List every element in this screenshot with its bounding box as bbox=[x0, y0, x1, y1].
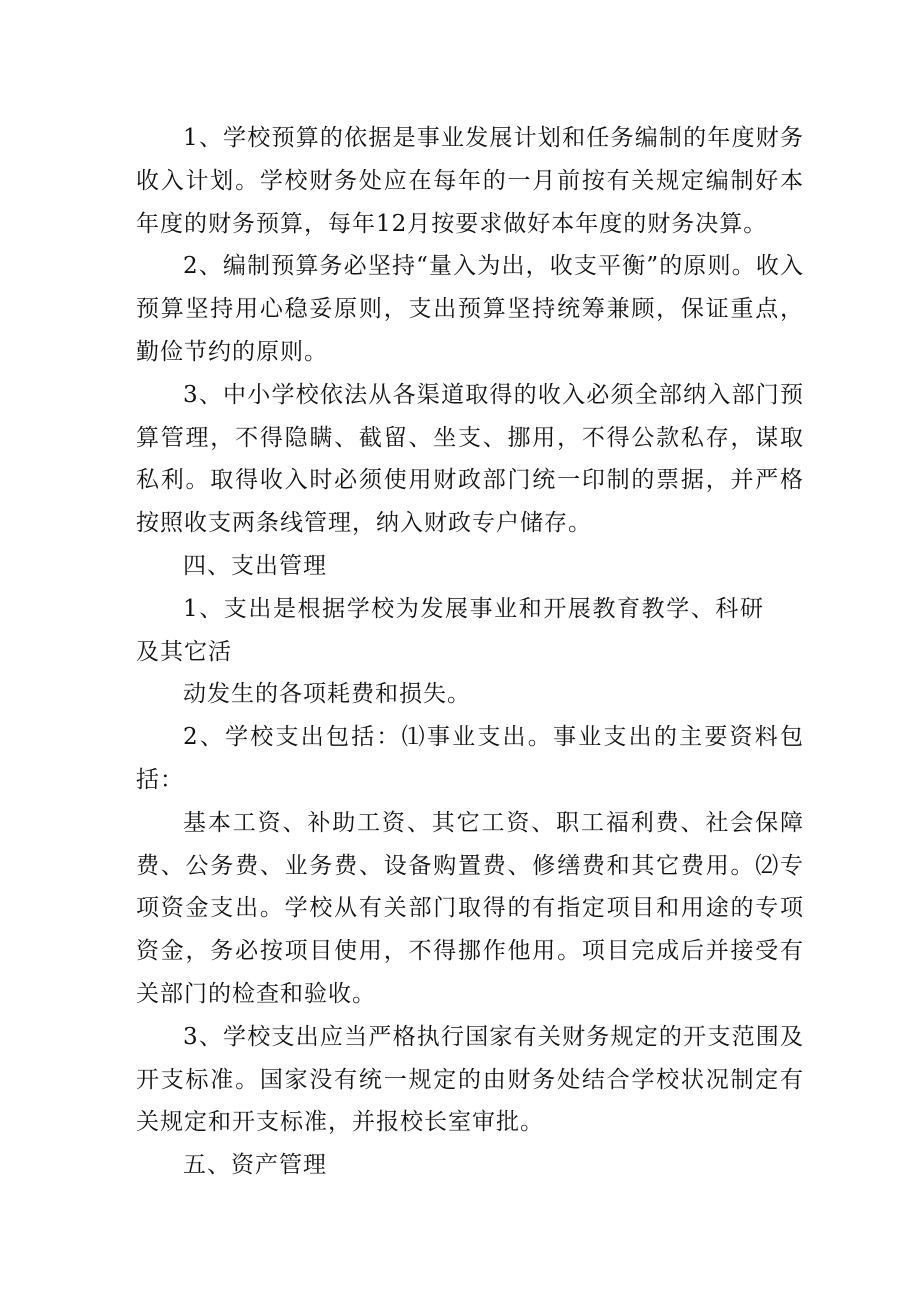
section-heading-expenditure: 四、支出管理 bbox=[183, 552, 327, 579]
paragraph-expenditure-definition: 1、支出是根据学校为发展事业和开展教育教学、科研及其它活 bbox=[136, 595, 764, 665]
paragraph-expenditure-scope: 2、学校支出包括：⑴事业支出。事业支出的主要资料包括： bbox=[136, 724, 804, 793]
paragraph-budget-principle: 2、编制预算务必坚持“量入为出，收支平衡”的原则。收入预算坚持用心稳妥原则，支出预算坚持统筹兼顾，保证重点，勤俭节约的原则。 bbox=[136, 253, 804, 365]
paragraph-income-management: 3、中小学校依法从各渠道取得的收入必须全部纳入部门预算管理，不得隐瞒、截留、坐支、挪用，不得公款私存，谋取私利。取得收入时必须使用财政部门统一印制的票据，并严格按照收支两条线管理，纳入财政专户储存。 bbox=[136, 381, 804, 537]
paragraph-budget-basis: 1、学校预算的依据是事业发展计划和任务编制的年度财务收入计划。学校财务处应在每年的一月前按有关规定编制好本年度的财务预算，每年12月按要求做好本年度的财务决算。 bbox=[136, 125, 804, 237]
document-body bbox=[136, 117, 804, 1187]
paragraph-expenditure-standards: 3、学校支出应当严格执行国家有关财务规定的开支范围及开支标准。国家没有统一规定的由财务处结合学校状况制定有关规定和开支标准，并报校长室审批。 bbox=[136, 1023, 804, 1136]
paragraph-expenditure-items: 基本工资、补助工资、其它工资、职工福利费、社会保障费、公务费、业务费、设备购置费、修缮费和其它费用。⑵专项资金支出。学校从有关部门取得的有指定项目和用途的专项资金，务必按项目使用，不得挪作他用。项目完成后并接受有关部门的检查和验收。 bbox=[136, 809, 804, 1007]
paragraph-expenditure-definition-cont: 动发生的各项耗费和损失。 bbox=[183, 681, 471, 708]
section-heading-assets: 五、资产管理 bbox=[183, 1152, 327, 1179]
